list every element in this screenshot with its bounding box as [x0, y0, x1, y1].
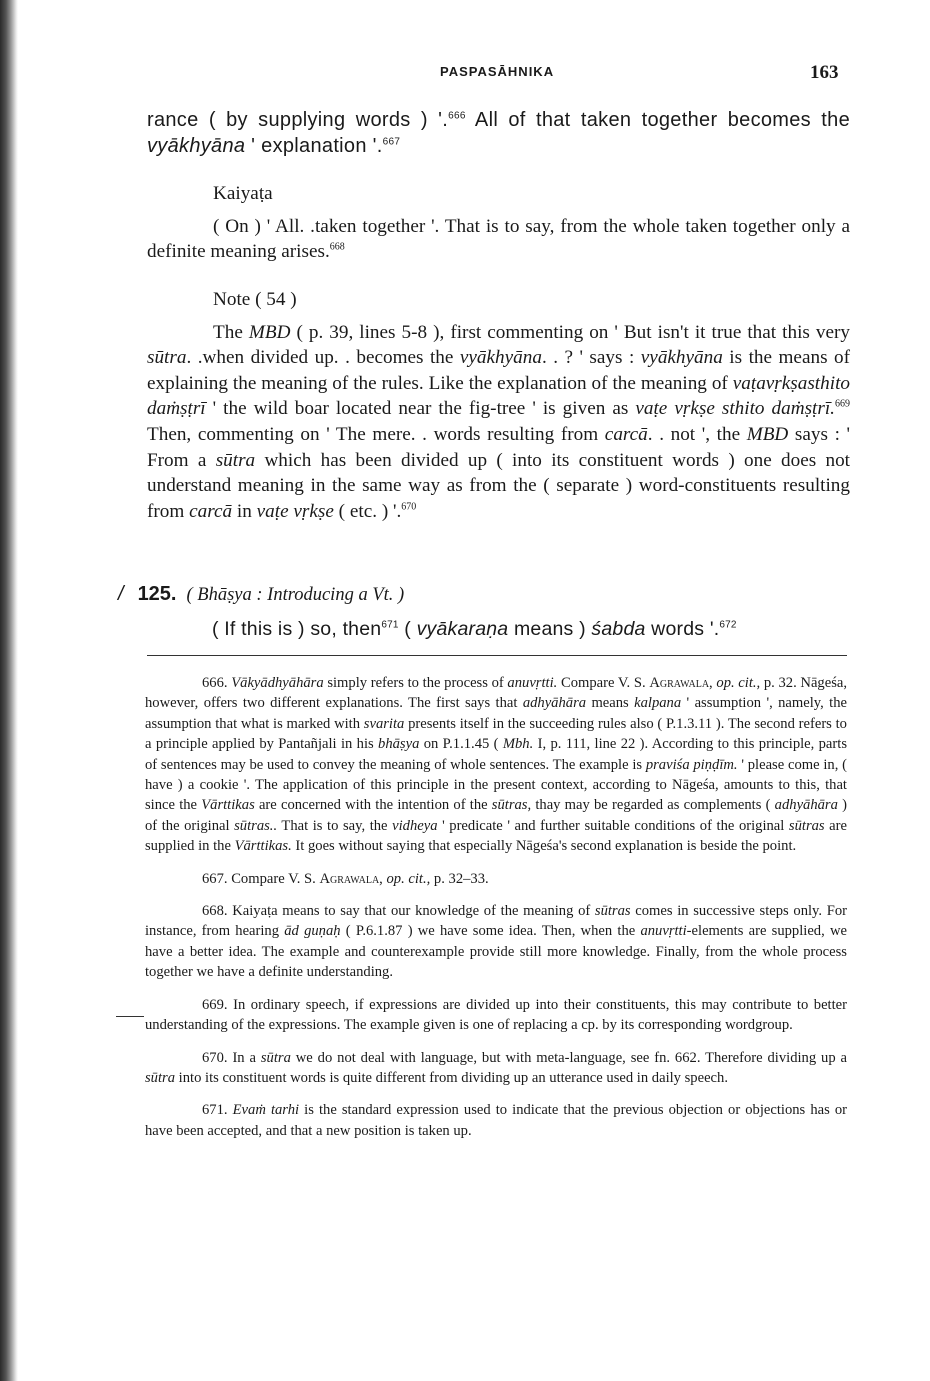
text-run: . . ? ' says :	[541, 347, 641, 369]
italic-term: Mbh.	[502, 736, 534, 753]
footnote-number: 666.	[202, 675, 228, 691]
text-run: Then, commenting on ' The mere. . words resulting from	[147, 423, 605, 445]
footnote-ref: 669	[834, 398, 850, 410]
term-sutra: sūtra	[215, 449, 256, 471]
term-vyakhyana: vyākhyāna	[147, 134, 246, 157]
text-run: ' predicate ' and further suitable conditions of the original	[437, 817, 789, 834]
footnote-669	[145, 995, 847, 1036]
text-run: which has been divided up ( into its constituent words ) one does not understand meaning in the same way as from the ( separate ) word-constituents resulting from	[147, 449, 850, 522]
text-run: are concerned with the intention of the	[254, 797, 492, 814]
italic-term: anuvṛtti.	[507, 675, 558, 691]
kaiyata-paragraph	[147, 214, 850, 265]
footnote-668	[145, 901, 847, 983]
text-run: presents itself in the succeeding rules also ( P.1.3.11 ). The second refers to a principle applied by Pantañjali in his	[145, 715, 847, 753]
text-run: we do not deal with language, but with meta-language, see fn. 662. Therefore dividing up a	[290, 1049, 847, 1066]
margin-slash-mark: /	[118, 583, 124, 605]
footnote-ref: 670	[401, 501, 417, 513]
italic-term: sūtras	[594, 903, 631, 920]
margin-mark	[116, 1016, 144, 1017]
term-carca: carcā	[604, 423, 648, 445]
italic-term: sūtras	[788, 817, 825, 834]
footnote-666	[145, 673, 847, 857]
text-run: (	[398, 618, 417, 640]
footnote-ref: 667	[382, 135, 401, 147]
text-run: means	[586, 695, 635, 712]
italic-term: vidheya	[392, 817, 438, 834]
author-name: Agrawala,	[649, 675, 713, 691]
page-number: 163	[810, 62, 839, 83]
text-run: p. 32–33.	[430, 870, 489, 887]
note-heading: Note ( 54 )	[213, 288, 297, 310]
text-run: is the means of explaining the meaning of the rules. Like the explanation of the meaning of	[147, 347, 850, 394]
text-run: ' the wild boar located near the fig-tree ' is given as	[205, 398, 636, 420]
text-run: That is to say, the	[277, 817, 393, 834]
footnote-number: 668.	[202, 903, 228, 920]
text-run: The	[213, 321, 249, 343]
footnote-rule	[147, 655, 847, 656]
term-sutra: sūtra	[147, 347, 187, 369]
italic-term: ād guṇaḥ	[284, 923, 341, 940]
text-run: It goes without saying that especially Nāgeśa's second explanation is beside the point.	[291, 838, 797, 855]
text-run: is the standard expression used to indicate that the previous objection or objections has or have been accepted, and that a new position is taken up.	[145, 1102, 848, 1139]
paragraph-continuation	[147, 108, 850, 159]
italic-term: Vārttikas.	[234, 838, 292, 855]
term-vyakhyana: vyākhyāna	[640, 347, 723, 369]
section-heading	[118, 583, 404, 606]
text-run: Compare V. S.	[557, 675, 650, 691]
footnotes	[145, 673, 847, 1153]
author-name: Agrawala,	[319, 870, 383, 887]
text-run: Compare V. S.	[231, 870, 320, 887]
text-run: means )	[508, 618, 592, 640]
term-vate-vrkse: vaṭe vṛkṣe	[256, 500, 334, 522]
footnote-number: 670.	[202, 1049, 228, 1066]
text-run: ) of the original	[145, 797, 847, 834]
footnote-ref: 666	[448, 110, 466, 122]
main-text	[147, 108, 850, 524]
footnote-ref: 672	[719, 619, 737, 631]
term-phrase: vaṭe vṛkṣe sthito daṁṣṭrī.	[635, 398, 835, 420]
text-run: ( On ) ' All. .taken together '. That is to say, from the whole taken together only a definite meaning arises.	[147, 215, 850, 263]
italic-term: kalpana	[634, 695, 682, 712]
italic-term: op. cit.,	[716, 675, 761, 691]
section-number: 125.	[137, 583, 177, 605]
running-head: PASPASĀHNIKA	[440, 64, 555, 79]
text-run: ' explanation '.	[245, 134, 383, 157]
text-run: ( p. 39, lines 5-8 ), first commenting on ' But isn't it true that this very	[290, 321, 850, 343]
section-label: ( Bhāṣya : Introducing a Vt. )	[186, 585, 405, 605]
text-run: comes in successive steps only. For instance, from hearing	[145, 903, 847, 940]
text-run: ' please come in, ( have ) a cookie '. The application of this principle in the present context, according to Nāgeśa, amounts to this, that since the	[145, 756, 847, 814]
text-run: on P.1.1.45 (	[419, 736, 503, 753]
italic-term: op. cit.,	[386, 870, 431, 887]
text-run: In a	[232, 1049, 261, 1066]
footnote-number: 667.	[202, 870, 228, 887]
italic-term: bhāṣya	[378, 736, 420, 753]
text-run: ' assumption ', namely, the assumption that what is marked with	[145, 695, 847, 732]
text-run: thay may be regarded as complements (	[531, 797, 775, 814]
text-run: into its constituent words is quite different from dividing up an utterance used in daily speech.	[175, 1069, 728, 1086]
italic-term: anuvṛtti	[640, 923, 687, 940]
footnote-number: 669.	[202, 996, 228, 1013]
text-run: ( If this is ) so, then	[212, 618, 382, 640]
text-run: simply refers to the process of	[323, 675, 508, 691]
italic-term: adhyāhāra	[774, 797, 838, 814]
text-run: All of that taken together becomes the	[465, 109, 850, 131]
text-run: words '.	[645, 618, 720, 640]
italic-term: praviśa piṇḍīm.	[645, 756, 738, 773]
italic-term: adhyāhāra	[522, 695, 587, 712]
italic-term: Evaṁ tarhi	[232, 1102, 300, 1119]
section-text	[212, 618, 737, 641]
footnote-671	[145, 1100, 847, 1141]
footnote-ref: 671	[381, 619, 399, 631]
text-run: In ordinary speech, if expressions are divided up into their constituents, this may contribute to better understanding of the expressions. The example given is one of replacing a cp. by its corresponding wordgroup.	[145, 996, 847, 1034]
term-vyakarana: vyākaraṇa	[416, 618, 509, 640]
abbrev-mbd: MBD	[248, 321, 291, 343]
footnote-667	[145, 869, 847, 889]
text-run: Kaiyaṭa means to say that our knowledge of the meaning of	[232, 903, 595, 920]
term-carca: carcā	[189, 500, 233, 522]
term-sabda: śabda	[591, 618, 646, 640]
abbrev-mbd: MBD	[746, 423, 789, 445]
footnote-ref: 668	[329, 241, 345, 253]
italic-term: sūtra	[145, 1069, 176, 1086]
italic-term: sūtras..	[234, 817, 278, 834]
footnote-number: 671.	[202, 1102, 228, 1119]
text-run: . . not ', the	[647, 423, 747, 445]
text-run: rance ( by supplying words ) '.	[147, 109, 449, 131]
note-paragraph	[147, 320, 850, 525]
footnote-670	[145, 1048, 847, 1089]
text-run: are supplied in the	[145, 817, 847, 855]
text-run: says : ' From a	[147, 423, 850, 471]
text-run: in	[232, 500, 257, 522]
text-run: -elements are supplied, we have a better idea. The example and counterexample provide still more knowledge. Finally, from the whole process together we have a definite understanding.	[145, 923, 847, 981]
italic-term: svarita	[363, 715, 405, 732]
term-compound: vaṭavṛkṣasthito daṁṣṭrī	[147, 372, 850, 420]
italic-term: Vārttikas	[201, 797, 255, 814]
kaiyata-heading: Kaiyaṭa	[213, 183, 273, 205]
term-vyakhyana: vyākhyāna	[459, 347, 542, 369]
text-run: ( etc. ) '.	[333, 500, 402, 522]
text-run: . .when divided up. . becomes the	[186, 347, 460, 369]
italic-term: sūtra	[260, 1049, 291, 1066]
text-run: p. 32. Nāgeśa, however, offers two different explanations. The first says that	[145, 675, 848, 712]
italic-term: sūtras,	[491, 797, 532, 814]
text-run: ( P.6.1.87 ) we have some idea. Then, when the	[340, 923, 641, 940]
italic-term: Vākyādhyāhāra	[231, 675, 324, 691]
text-run: I, p. 111, line 22 ). According to this principle, parts of sentences may be used to convey the meaning of whole sentences. The example is	[145, 736, 847, 773]
page-header	[0, 62, 930, 88]
